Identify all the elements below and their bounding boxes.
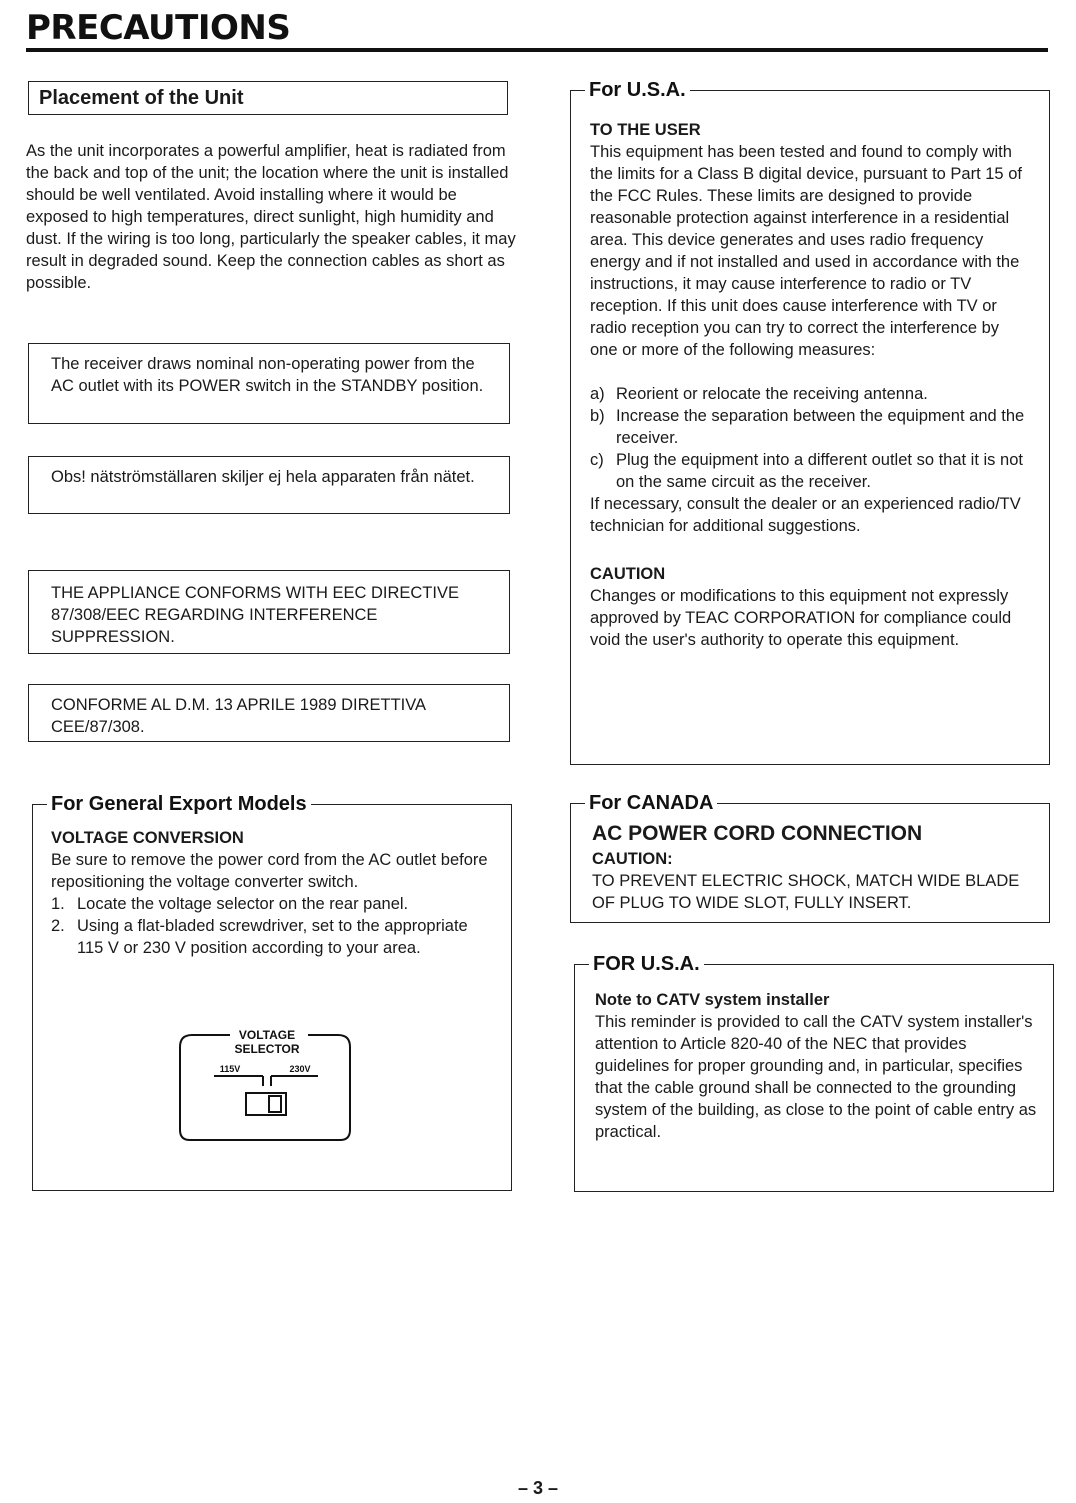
fcc-statement: This equipment has been tested and found to comply with the limits for a Class B digital device, pursuant to Part 15 of the FCC Rules. These limits are designed to provide reasonable protection against interference in a residential area. This device generates and uses radio frequency energy and if not installed and used in accordance with the instructions, it may cause interference to radio or TV reception. If this unit does cause interference with TV or radio reception you can try to correct the interference by one or more of the following measures:: [590, 143, 1022, 359]
page-title: PRECAUTIONS: [26, 8, 291, 48]
canada-caution-text: TO PREVENT ELECTRIC SHOCK, MATCH WIDE BLADE OF PLUG TO WIDE SLOT, FULLY INSERT.: [592, 872, 1020, 912]
diagram-title-line2: SELECTOR: [234, 1042, 300, 1056]
list-item: b) Increase the separation between the equipment and the receiver.: [590, 407, 1025, 447]
eec-directive-notice: [28, 570, 510, 654]
usa-catv-section: [574, 953, 1054, 1192]
title-divider: [26, 48, 1048, 52]
voltage-conversion-heading: VOLTAGE CONVERSION: [51, 829, 244, 847]
canada-caution-heading: CAUTION:: [592, 850, 673, 868]
usa-fcc-section: [570, 79, 1050, 765]
caution-heading: CAUTION: [590, 565, 666, 583]
diagram-title-line1: VOLTAGE: [238, 1028, 296, 1042]
canada-section: [570, 792, 1050, 923]
diagram-label-115v: 115V: [219, 1064, 241, 1074]
list-item: c) Plug the equipment into a different outlet so that it is not on the same circuit as the receiver.: [590, 451, 1023, 491]
standby-power-text: The receiver draws nominal non-operating power from the AC outlet with its POWER switch in the STANDBY position.: [51, 355, 484, 395]
canada-legend: For CANADA: [585, 790, 717, 816]
placement-heading: Placement of the Unit: [39, 87, 244, 109]
italian-directive-text: CONFORME AL D.M. 13 APRILE 1989 DIRETTIVA CEE/87/308.: [51, 696, 426, 736]
catv-note-text: This reminder is provided to call the CATV system installer's attention to Article 820-40 of the NEC that provides guidelines for proper grounding and, in particular, specifies that the cable ground shall be connected to the grounding system of the building, as close to the point of cable entry as practical.: [595, 1013, 1037, 1141]
placement-heading-box: [28, 81, 508, 115]
caution-text: Changes or modifications to this equipment not expressly approved by TEAC CORPORATION for compliance could void the user's authority to operate this equipment.: [590, 587, 1012, 649]
eec-directive-text: THE APPLIANCE CONFORMS WITH EEC DIRECTIVE 87/308/EEC REGARDING INTERFERENCE SUPPRESSION.: [51, 584, 459, 646]
list-item: 2. Using a flat-bladed screwdriver, set to the appropriate 115 V or 230 V position according to your area.: [51, 917, 468, 957]
usa-legend: For U.S.A.: [585, 77, 690, 103]
to-the-user-heading: TO THE USER: [590, 121, 701, 139]
voltage-selector-diagram: [178, 1026, 354, 1142]
switch-lever: [269, 1096, 281, 1112]
list-item: a) Reorient or relocate the receiving antenna.: [590, 385, 928, 403]
general-export-legend: For General Export Models: [47, 791, 311, 817]
italian-directive-notice: [28, 684, 510, 742]
voltage-steps-list: [51, 893, 495, 959]
swedish-notice: [28, 456, 510, 514]
ac-power-cord-heading: AC POWER CORD CONNECTION: [592, 822, 923, 845]
list-item: 1. Locate the voltage selector on the rear panel.: [51, 895, 409, 913]
placement-text: As the unit incorporates a powerful amplifier, heat is radiated from the back and top of the unit; the location where the unit is installed should be well ventilated. Avoid installing where it would be exposed to high temperatures, direct sunlight, high humidity and dust. If the wiring is too long, particularly the speaker cables, it may result in degraded sound. Keep the connection cables as short as possible.: [26, 142, 516, 292]
swedish-notice-text: Obs! nätströmställaren skiljer ej hela apparaten från nätet.: [51, 468, 475, 486]
usa-catv-legend: FOR U.S.A.: [589, 951, 704, 977]
voltage-conversion-intro: Be sure to remove the power cord from the AC outlet before repositioning the voltage converter switch.: [51, 851, 488, 891]
page-number: – 3 –: [518, 1478, 559, 1498]
interference-measures-list: [590, 383, 1029, 493]
consult-dealer-text: If necessary, consult the dealer or an experienced radio/TV technician for additional suggestions.: [590, 495, 1021, 535]
diagram-label-230v: 230V: [289, 1064, 311, 1074]
catv-note-heading: Note to CATV system installer: [595, 991, 830, 1009]
standby-power-notice: [28, 343, 510, 424]
